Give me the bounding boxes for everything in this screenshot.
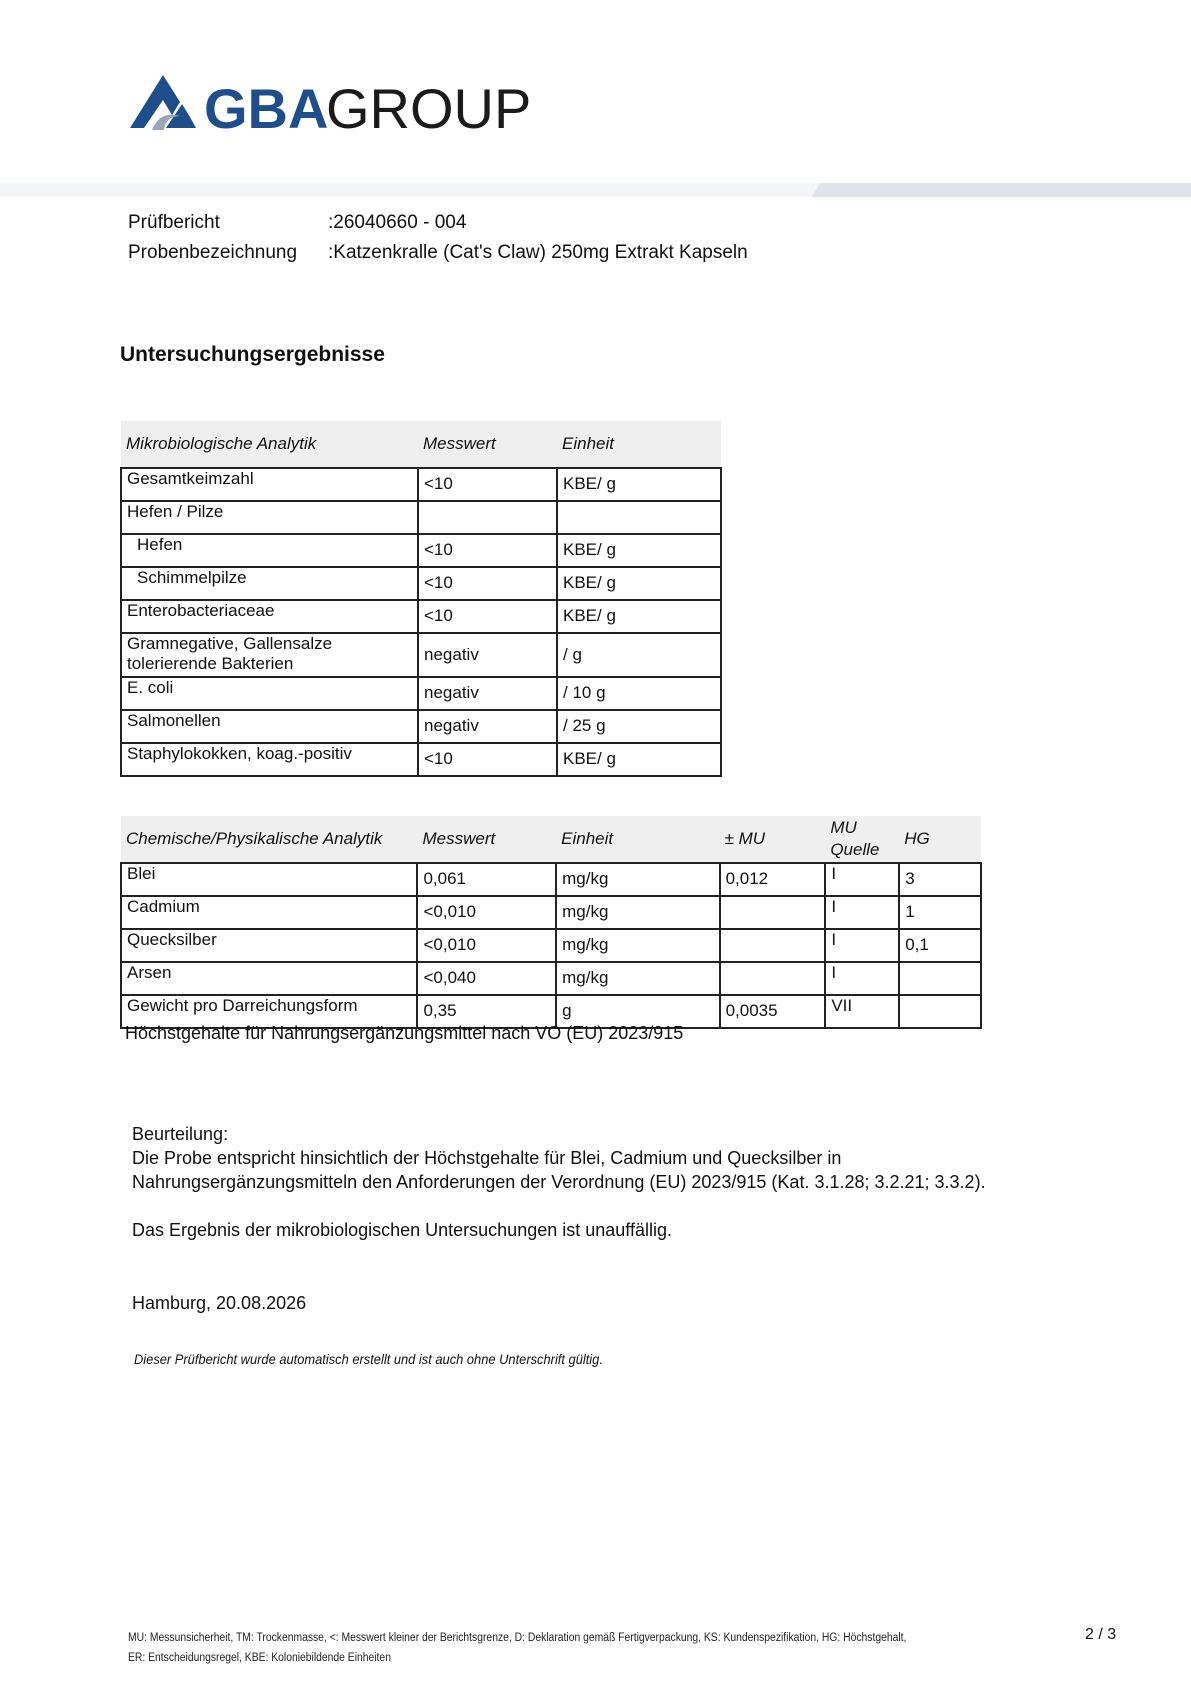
analyte-unit: KBE/ g: [557, 743, 721, 776]
analyte-unit: / 25 g: [557, 710, 721, 743]
analyte-mu-source: I: [825, 962, 899, 995]
analyte-mu: [720, 896, 826, 929]
table-row: [121, 501, 721, 534]
analyte-value: [418, 501, 557, 534]
table-row: [121, 534, 721, 567]
analyte-hg: 3: [899, 863, 981, 896]
analyte-name: Hefen / Pilze: [121, 501, 418, 534]
analyte-name: Salmonellen: [121, 710, 418, 743]
analyte-name: Cadmium: [121, 896, 417, 929]
page-number: 2 / 3: [1085, 1626, 1117, 1643]
section-title: Untersuchungsergebnisse: [120, 343, 385, 366]
assessment-title: Beurteilung:: [132, 1124, 229, 1144]
micro-table: [120, 421, 722, 777]
sample-value: :Katzenkralle (Cat's Claw) 250mg Extrakt Kapseln: [328, 242, 748, 263]
auto-generated-note: Dieser Prüfbericht wurde automatisch erstellt und ist auch ohne Unterschrift gültig.: [134, 1351, 603, 1367]
chem-header-mu: ± MU: [720, 816, 826, 863]
spacer: [132, 1194, 1132, 1218]
analyte-hg: 1: [899, 896, 981, 929]
table-row: [121, 929, 981, 962]
report-label: Prüfbericht: [128, 212, 220, 233]
chem-header-row: [121, 816, 981, 863]
chem-header-value: Messwert: [417, 816, 556, 863]
micro-header-analyte: Mikrobiologische Analytik: [121, 421, 418, 468]
logo-text-light: GROUP: [326, 77, 532, 140]
analyte-name: E. coli: [121, 677, 418, 710]
analyte-name: Staphylokokken, koag.-positiv: [121, 743, 418, 776]
analyte-unit: mg/kg: [556, 962, 719, 995]
table-row: [121, 962, 981, 995]
analyte-mu: 0,012: [720, 863, 826, 896]
analyte-name: Enterobacteriaceae: [121, 600, 418, 633]
analyte-hg: [899, 962, 981, 995]
analyte-name: Gewicht pro Darreichungsform: [121, 995, 417, 1028]
analyte-unit: KBE/ g: [557, 534, 721, 567]
assessment-line-1: Die Probe entspricht hinsichtlich der Höchstgehalte für Blei, Cadmium und Quecksilber in: [132, 1148, 842, 1168]
analyte-unit: g: [556, 995, 719, 1028]
table-row: [121, 567, 721, 600]
analyte-name: Gramnegative, Gallensalze tolerierende Bakterien: [121, 633, 418, 677]
micro-header-value: Messwert: [418, 421, 557, 468]
analyte-unit: [557, 501, 721, 534]
logo-mark-icon: [130, 70, 550, 150]
analyte-unit: mg/kg: [556, 863, 719, 896]
analyte-mu-source: VII: [825, 995, 899, 1028]
table-row: [121, 600, 721, 633]
assessment-line-2: Nahrungsergänzungsmitteln den Anforderungen der Verordnung (EU) 2023/915 (Kat. 3.1.28; 3.2.21; 3.3.2).: [132, 1172, 986, 1192]
analyte-mu-source: I: [825, 896, 899, 929]
report-value: :26040660 - 004: [328, 212, 467, 233]
analyte-value: 0,35: [417, 995, 556, 1028]
footer-line-1: MU: Messunsicherheit, TM: Trockenmasse, <: Messwert kleiner der Berichtsgrenze, D: Deklaration gemäß Fertigverpackung, KS: Kundenspezifikation, HG: Höchstgehalt,: [128, 1632, 907, 1644]
assessment-line-3: Das Ergebnis der mikrobiologischen Untersuchungen ist unauffällig.: [132, 1220, 672, 1240]
chem-header-mu-source: MU Quelle: [825, 816, 899, 863]
report-number-row: [128, 208, 748, 238]
analyte-unit: mg/kg: [556, 929, 719, 962]
analyte-value: negativ: [418, 710, 557, 743]
assessment: [132, 1122, 1132, 1242]
table-row: [121, 896, 981, 929]
analyte-value: negativ: [418, 677, 557, 710]
analyte-value: 0,061: [417, 863, 556, 896]
analyte-name: Gesamtkeimzahl: [121, 468, 418, 501]
chem-table: [120, 816, 982, 1029]
table-row: [121, 677, 721, 710]
analyte-value: <0,040: [417, 962, 556, 995]
analyte-value: <10: [418, 743, 557, 776]
analyte-mu: [720, 929, 826, 962]
table-row: [121, 633, 721, 677]
table-row: [121, 863, 981, 896]
analyte-name: Schimmelpilze: [121, 567, 418, 600]
table-row: [121, 468, 721, 501]
logo-text-bold: GBA: [204, 77, 329, 140]
analyte-hg: [899, 995, 981, 1028]
analyte-value: <10: [418, 534, 557, 567]
analyte-value: <0,010: [417, 896, 556, 929]
report-meta: [128, 208, 748, 268]
analyte-unit: KBE/ g: [557, 600, 721, 633]
limits-note: Höchstgehalte für Nahrungsergänzungsmittel nach VO (EU) 2023/915: [125, 1023, 684, 1043]
analyte-unit: mg/kg: [556, 896, 719, 929]
analyte-mu-source: I: [825, 929, 899, 962]
analyte-unit: KBE/ g: [557, 567, 721, 600]
sample-name-row: [128, 238, 748, 268]
place-date: Hamburg, 20.08.2026: [132, 1293, 307, 1313]
analyte-mu: 0,0035: [720, 995, 826, 1028]
analyte-value: <10: [418, 600, 557, 633]
chem-header-unit: Einheit: [556, 816, 719, 863]
analyte-value: <10: [418, 567, 557, 600]
gba-group-logo: [130, 70, 550, 150]
analyte-name: Quecksilber: [121, 929, 417, 962]
chem-header-analyte: Chemische/Physikalische Analytik: [121, 816, 417, 863]
analyte-unit: KBE/ g: [557, 468, 721, 501]
header-band: [0, 183, 1191, 197]
analyte-unit: / 10 g: [557, 677, 721, 710]
micro-header-unit: Einheit: [557, 421, 721, 468]
analyte-value: <10: [418, 468, 557, 501]
chem-header-hg: HG: [899, 816, 981, 863]
table-row: [121, 710, 721, 743]
table-row: [121, 743, 721, 776]
sample-label: Probenbezeichnung: [128, 242, 298, 263]
analyte-unit: / g: [557, 633, 721, 677]
footer-line-2: ER: Entscheidungsregel, KBE: Koloniebildende Einheiten: [128, 1652, 391, 1664]
analyte-hg: 0,1: [899, 929, 981, 962]
analyte-value: negativ: [418, 633, 557, 677]
analyte-name: Hefen: [121, 534, 418, 567]
analyte-mu: [720, 962, 826, 995]
analyte-value: <0,010: [417, 929, 556, 962]
analyte-mu-source: I: [825, 863, 899, 896]
micro-header-row: [121, 421, 721, 468]
footer-legend: [128, 1628, 920, 1668]
analyte-name: Arsen: [121, 962, 417, 995]
analyte-name: Blei: [121, 863, 417, 896]
